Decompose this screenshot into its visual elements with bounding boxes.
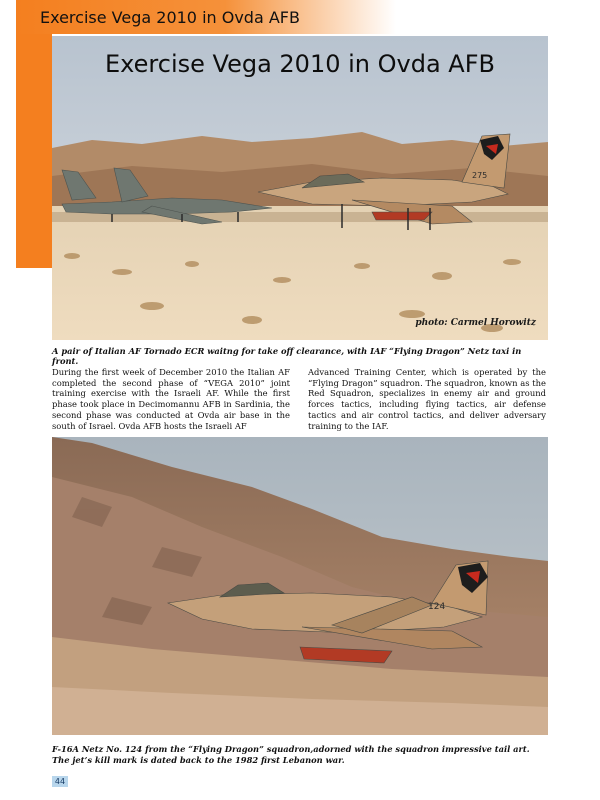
photo1-tail-number: 275 [472, 171, 488, 180]
photo2-illustration [52, 437, 548, 735]
article-column-1: During the first week of December 2010 the Italian AF completed the second phase of “VEGA 2010” joint training exercise with the Israeli AF. While the first phase took place in Decimomannu AFB in Sardinia, the second phase was conducted at Ovda air base in the south of Israel. Ovda AFB hosts the Israeli AF [52, 367, 290, 431]
photo2-tail-number: 124 [428, 602, 446, 612]
article-column-2: Advanced Training Center, which is operated by the “Flying Dragon” squadron. The squadron, known as the Red Squadron, specializes in enemy air and ground forces tactics, including flying tactics, air defense tactics and air control tactics, and deliver adversary training to the IAF. [308, 367, 546, 431]
photo1-caption: A pair of Italian AF Tornado ECR waitng for take off clearance, with IAF “Flying Dragon” Netz taxi in front. [52, 346, 522, 366]
photo-title: Exercise Vega 2010 in Ovda AFB [105, 50, 495, 78]
article-body [52, 367, 546, 431]
page-number: 44 [52, 776, 68, 787]
orange-side-band [16, 0, 52, 268]
header-bar [16, 0, 396, 34]
photo-netz-124 [52, 437, 548, 735]
photo1-illustration [52, 36, 548, 340]
photo-credit: photo: Carmel Horowitz [415, 318, 536, 328]
header-title: Exercise Vega 2010 in Ovda AFB [40, 8, 300, 27]
photo2-caption: F-16A Netz No. 124 from the “Flying Dragon” squadron,adorned with the squadron impressive tail art. The jet’s kill mark is dated back to the 1982 first Lebanon war. [52, 744, 530, 765]
photo-tornado-netz [52, 36, 548, 340]
